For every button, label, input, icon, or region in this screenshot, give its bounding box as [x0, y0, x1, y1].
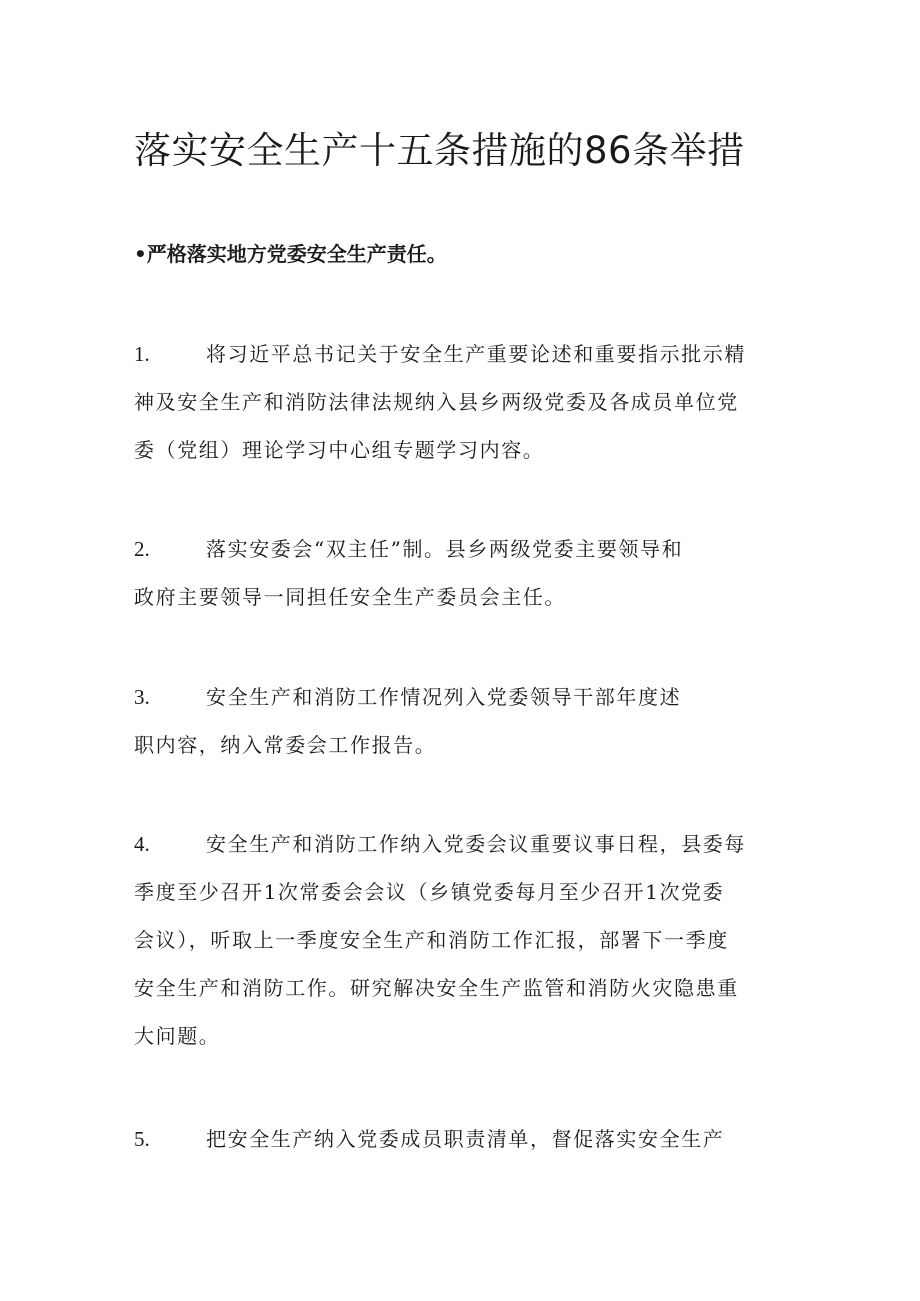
list-item: [134, 673, 681, 769]
item-number: 1.: [134, 342, 150, 366]
item-text: 会议），听取上一季度安全生产和消防工作汇报，部署下一季度: [134, 928, 729, 952]
item-line: [134, 525, 683, 573]
item-line: [134, 673, 681, 721]
item-text: 政府主要领导一同担任安全生产委员会主任。: [134, 585, 566, 609]
item-number: 2.: [134, 537, 150, 561]
list-item: [134, 820, 746, 1060]
item-text: 将习近平总书记关于安全生产重要论述和重要指示批示精: [206, 342, 746, 366]
item-text: 大问题。: [134, 1024, 221, 1048]
item-line: [134, 820, 746, 868]
item-text: 季度至少召开1次常委会会议（乡镇党委每月至少召开1次党委: [134, 880, 725, 904]
item-text: 安全生产和消防工作纳入党委会议重要议事日程，县委每: [206, 832, 746, 856]
list-item: [134, 525, 683, 621]
item-text: 委（党组）理论学习中心组专题学习内容。: [134, 438, 545, 462]
item-text: 安全生产和消防工作。研究解决安全生产监管和消防火灾隐患重: [134, 976, 739, 1000]
item-line: [134, 330, 746, 378]
item-text: 安全生产和消防工作情况列入党委领导干部年度述: [206, 685, 682, 709]
list-item: [134, 1115, 724, 1163]
item-text: 落实安委会“双主任”制。县乡两级党委主要领导和: [206, 537, 684, 561]
list-item: [134, 330, 746, 474]
section-heading: •严格落实地方党委安全生产责任。: [134, 242, 447, 266]
item-text: 神及安全生产和消防法律法规纳入县乡两级党委及各成员单位党: [134, 390, 739, 414]
document-title: 落实安全生产十五条措施的86条举措: [134, 129, 745, 172]
item-text: 职内容，纳入常委会工作报告。: [134, 733, 437, 757]
item-number: 5.: [134, 1127, 150, 1151]
item-number: 4.: [134, 832, 150, 856]
item-text: 把安全生产纳入党委成员职责清单，督促落实安全生产: [206, 1127, 725, 1151]
item-line: [134, 1115, 724, 1163]
item-number: 3.: [134, 685, 150, 709]
